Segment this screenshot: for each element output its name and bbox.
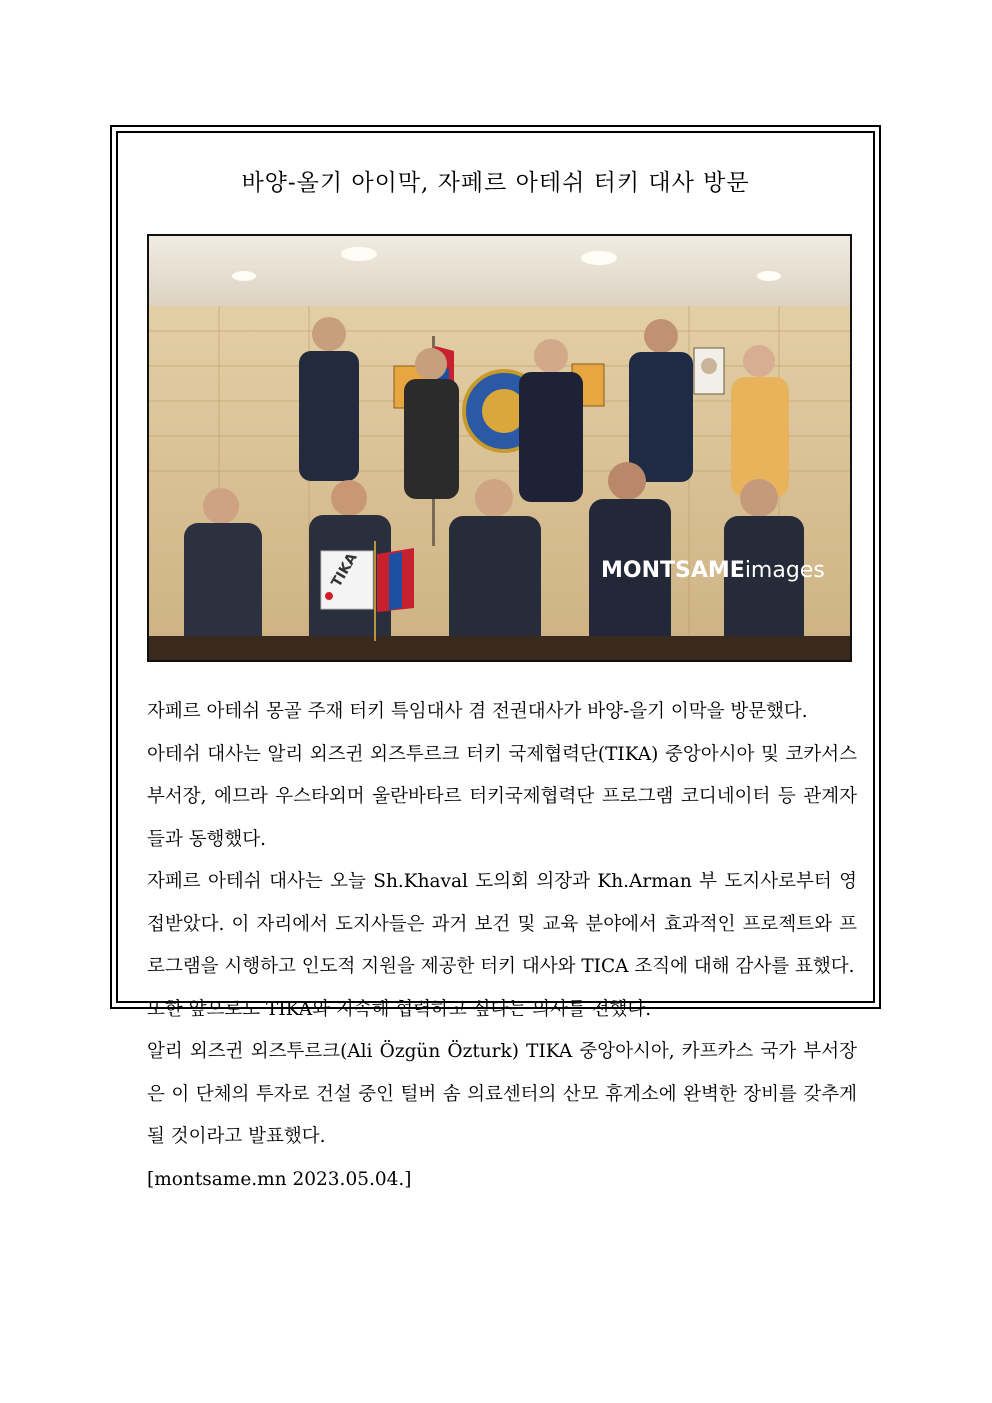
article-paragraph: 알리 외즈귄 외즈투르크(Ali Özgün Özturk) TIKA 중앙아시아, 카프카스 국가 부서장은 이 단체의 투자로 건설 중인 털버 솜 의료센터의 산모 휴게소에 완벽한 장비를 갖추게 될 것이라고 발표했다. [147,1041,857,1147]
article-paragraph: 아테쉬 대사는 알리 외즈귄 외즈투르크 터키 국제협력단(TIKA) 중앙아시아 및 코카서스 부서장, 에므라 우스타외머 울란바타르 터키국제협력단 프로그램 코디네이터 등 관계자들과 동행했다. [147,743,857,850]
document-frame-outer [110,125,881,1190]
article-paragraph: 또한 앞으로도 TIKA와 지속해 협력하고 싶다는 의사를 전했다. [147,998,652,1020]
article-title: 바양-올기 아이막, 자페르 아테쉬 터키 대사 방문 [241,170,750,196]
desk-sign-text: TIKA [328,550,361,590]
article-body [147,691,857,1201]
article-paragraph: 자페르 아테쉬 대사는 오늘 Sh.Khaval 도의회 의장과 Kh.Arman 부 도지사로부터 영접받았다. 이 자리에서 도지사들은 과거 보건 및 교육 분야에서 효과적인 프로젝트와 프로그램을 시행하고 인도적 지원을 제공한 터키 대사와 TICA 조직에 대해 감사를 표했다. [147,871,857,977]
group-photo-illustration [149,236,850,660]
article-source: [montsame.mn 2023.05.04.] [147,1168,412,1190]
article-photo [147,234,852,662]
watermark-bold: MONTSAME [601,558,745,583]
watermark-light: images [744,558,825,583]
document-frame-inner [116,131,875,1190]
article-paragraph: 자페르 아테쉬 몽골 주재 터키 특임대사 겸 전권대사가 바양-을기 이막을 방문했다. [147,701,808,722]
photo-watermark [601,558,825,583]
